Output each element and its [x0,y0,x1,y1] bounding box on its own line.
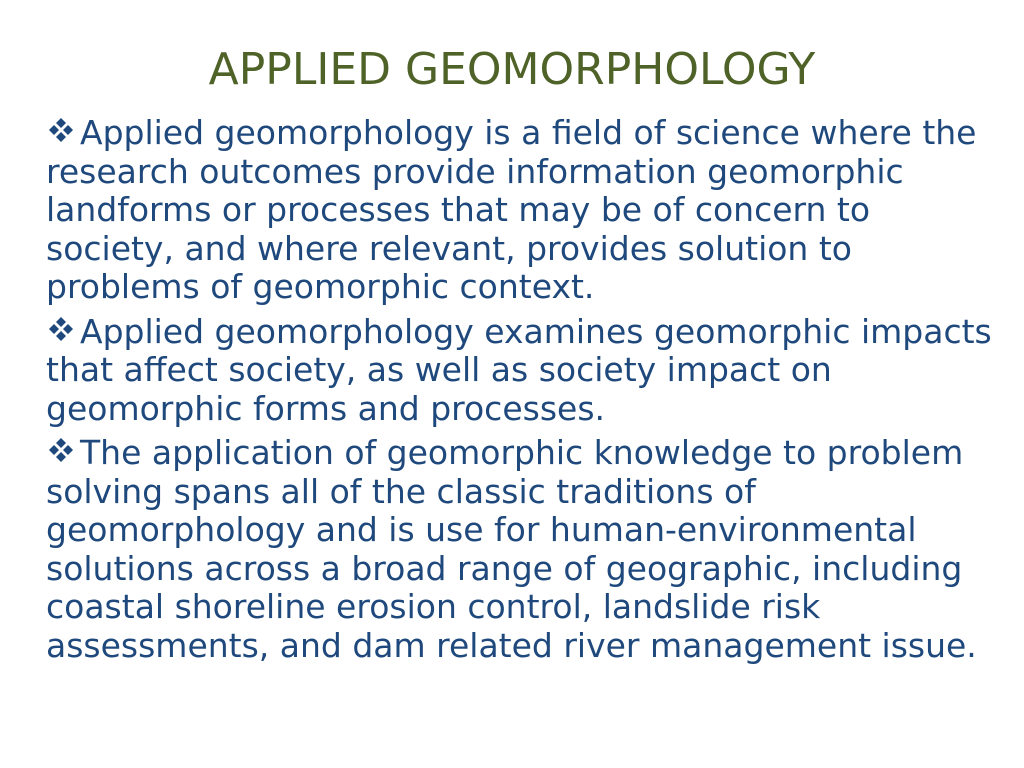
slide-title: APPLIED GEOMORPHOLOGY [208,44,816,95]
bullet-item [46,313,996,429]
bullet-text: Applied geomorphology is a field of science where the research outcomes provide information geomorphic landforms or processes that may be of concern to society, and where relevant, provides solution to problems of geomorphic context. [46,113,977,306]
bullet-list [46,114,996,671]
bullet-text: The application of geomorphic knowledge to problem solving spans all of the classic traditions of geomorphology and is use for human-environmental solutions across a broad range of geographic, including coastal shoreline erosion control, landslide risk assessments, and dam related river management issue. [46,433,977,665]
four-diamond-bullet-icon [46,436,80,466]
four-diamond-bullet-icon [46,116,80,146]
bullet-item [46,114,996,307]
four-diamond-bullet-icon [46,315,80,345]
bullet-text: Applied geomorphology examines geomorphic impacts that affect society, as well as society impact on geomorphic forms and processes. [46,311,992,428]
bullet-item [46,434,996,665]
